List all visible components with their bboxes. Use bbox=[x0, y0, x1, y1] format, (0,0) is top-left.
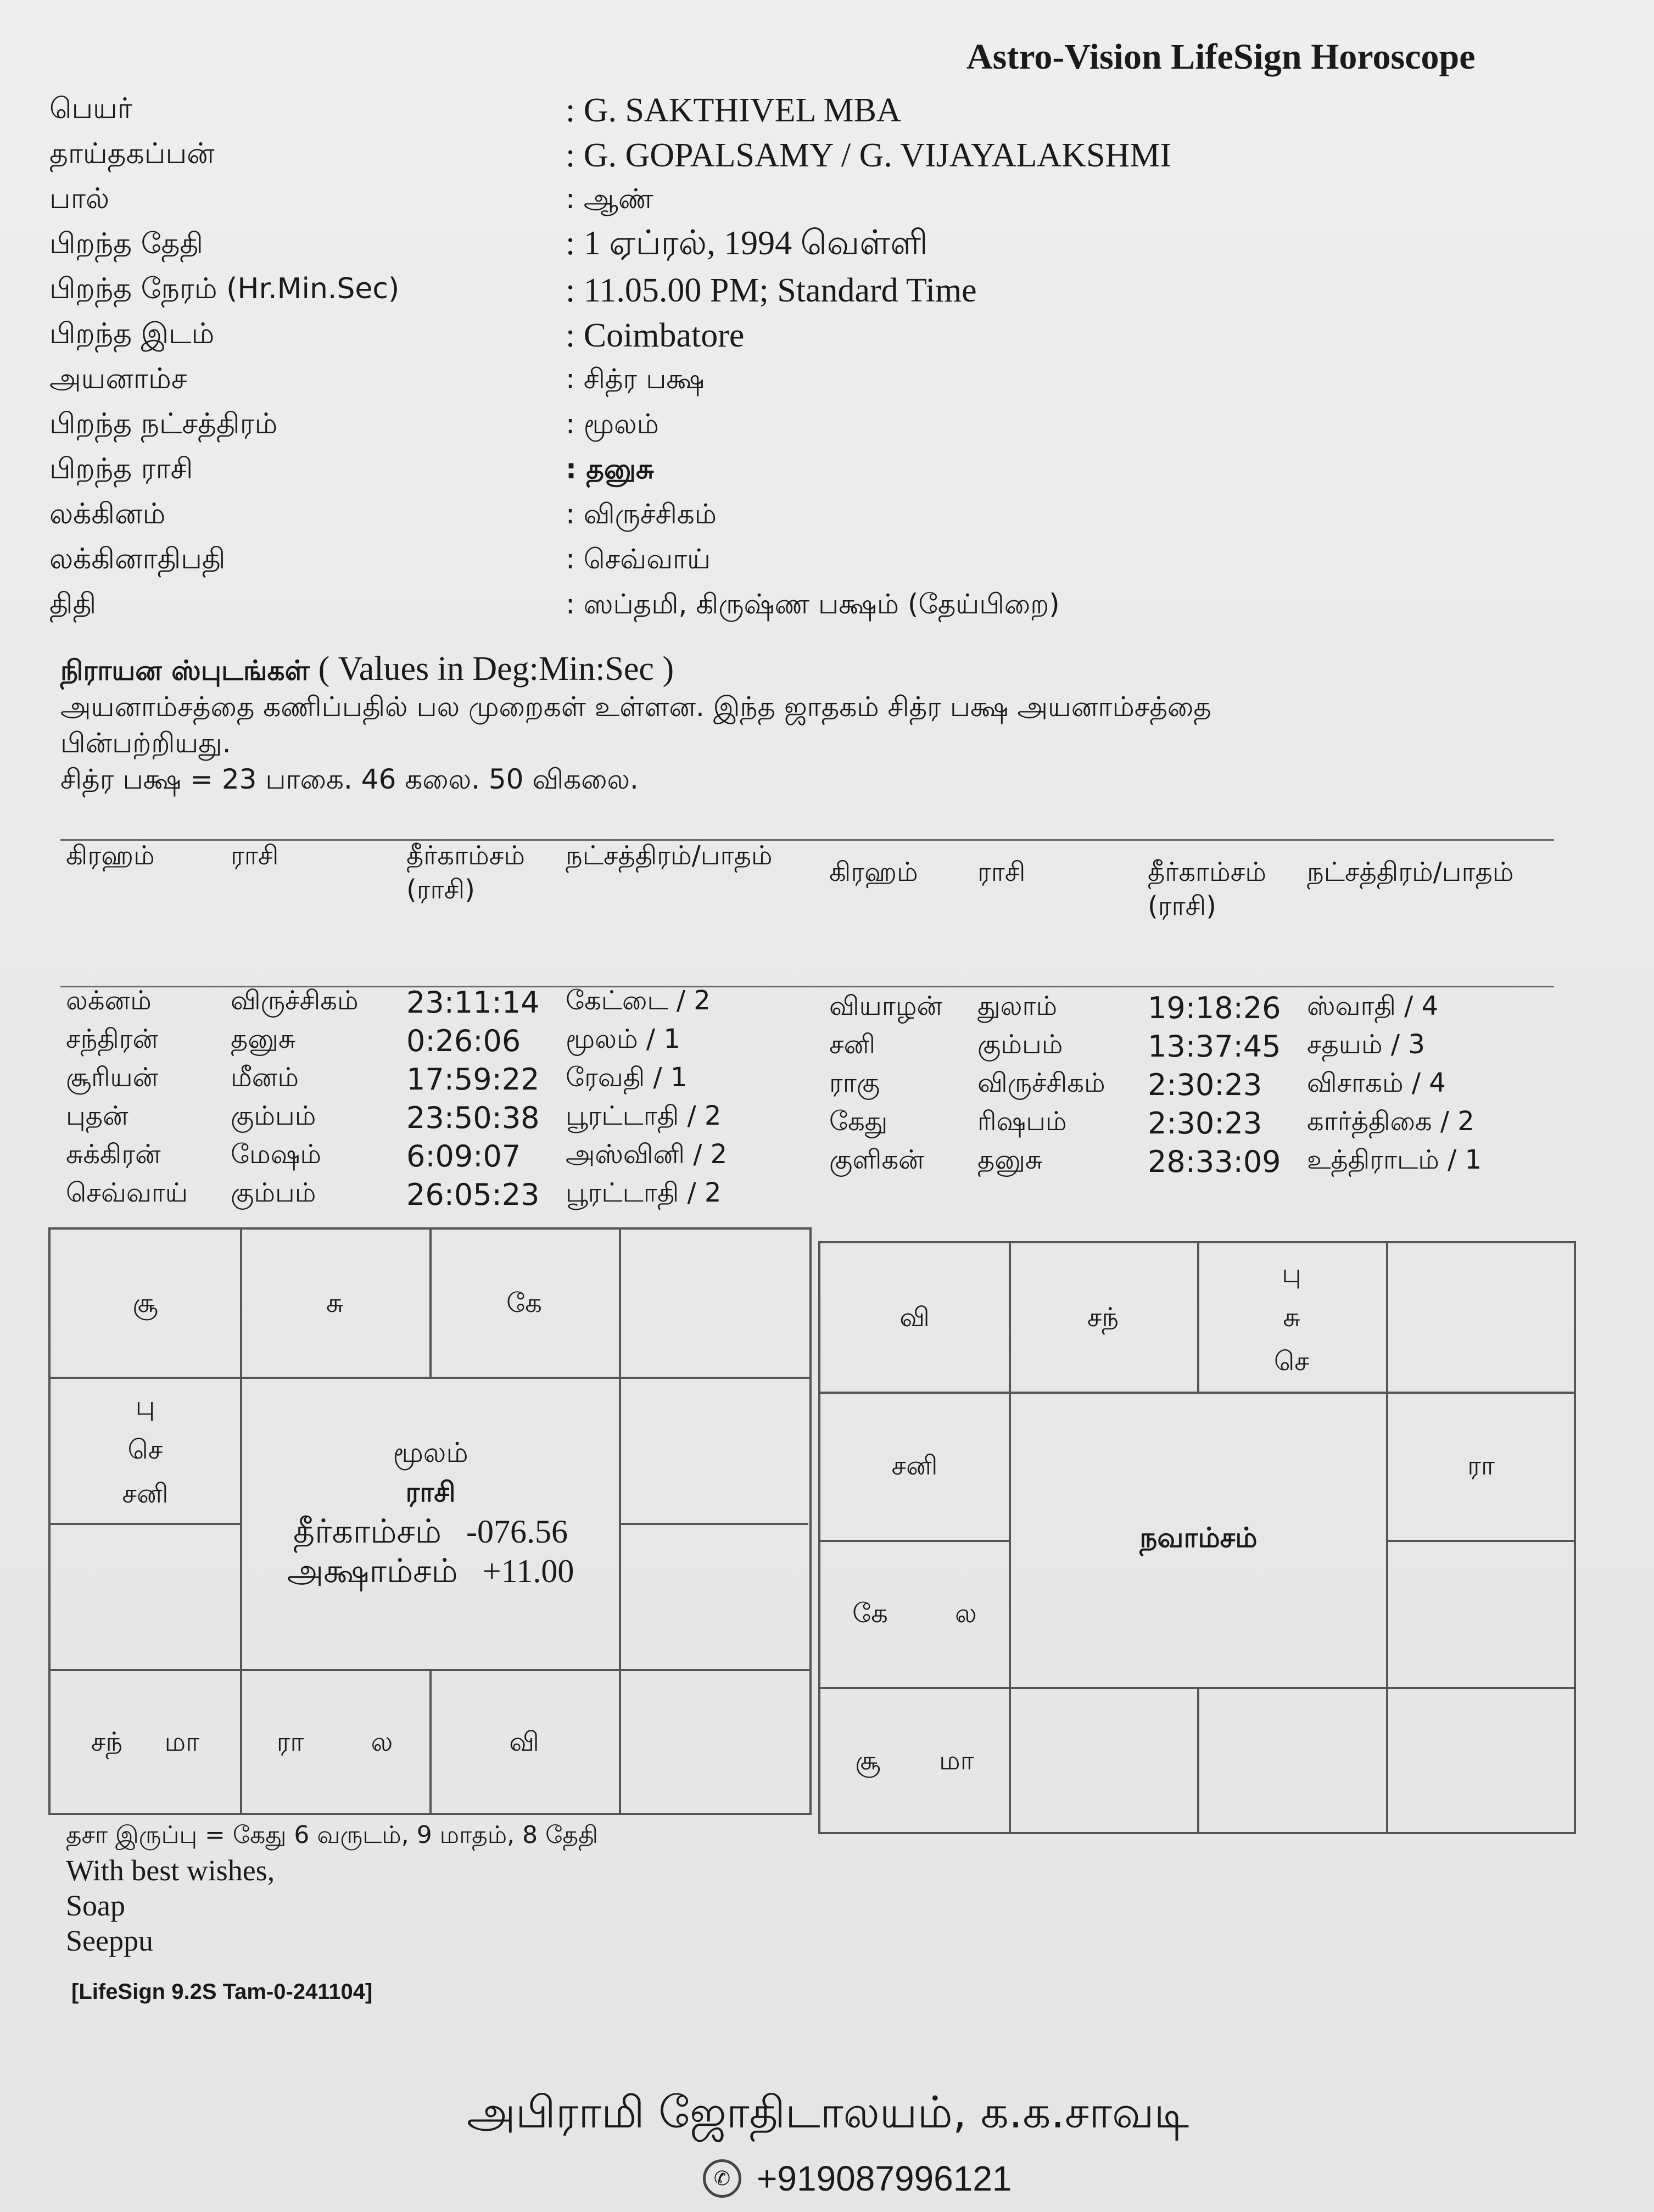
cell-rasi: மீனம் bbox=[231, 1062, 299, 1093]
detail-row bbox=[49, 268, 1367, 313]
table-row bbox=[829, 988, 1560, 1027]
cell-degree: 28:33:09 bbox=[1148, 1144, 1281, 1179]
planet-label: சனி bbox=[122, 1478, 169, 1509]
cell-rasi: தனுசு bbox=[977, 1144, 1043, 1175]
header-degree-line1: தீர்காம்சம் bbox=[406, 840, 525, 871]
house-cell: சு bbox=[326, 1288, 344, 1319]
cell-rasi: ரிஷபம் bbox=[977, 1106, 1067, 1137]
planet-label: செ bbox=[127, 1434, 163, 1465]
cell-graha: செவ்வாய் bbox=[66, 1177, 188, 1208]
sphuta-unit: ( Values in Deg:Min:Sec ) bbox=[318, 650, 674, 688]
planet-label: சு bbox=[1283, 1302, 1300, 1333]
cell-degree: 2:30:23 bbox=[1148, 1067, 1262, 1102]
table-row bbox=[829, 1104, 1560, 1142]
detail-label: தாய்தகப்பன் bbox=[49, 137, 215, 170]
cell-star: பூரட்டாதி / 2 bbox=[566, 1101, 722, 1131]
header-degree-line2: (ராசி) bbox=[406, 874, 475, 905]
detail-label: லக்கினாதிபதி bbox=[49, 542, 226, 576]
table-row bbox=[66, 1137, 829, 1175]
detail-value: : சித்ர பக்ஷ bbox=[566, 362, 705, 395]
cell-degree: 13:37:45 bbox=[1148, 1029, 1281, 1064]
detail-row bbox=[49, 493, 1367, 538]
cell-degree: 19:18:26 bbox=[1148, 990, 1281, 1025]
cell-degree: 26:05:23 bbox=[406, 1177, 540, 1212]
house-cell: சந் bbox=[1087, 1302, 1119, 1333]
cell-star: ரேவதி / 1 bbox=[566, 1062, 688, 1093]
center-longitude: தீர்காம்சம் -076.56 bbox=[293, 1513, 568, 1550]
birth-details bbox=[49, 88, 1367, 628]
detail-row bbox=[49, 133, 1367, 178]
header-rasi: ராசி bbox=[231, 840, 279, 871]
table-row bbox=[66, 1175, 829, 1214]
detail-value: : G. GOPALSAMY / G. VIJAYALAKSHMI bbox=[566, 136, 1171, 174]
planet-table-header bbox=[66, 840, 1560, 928]
header-rasi-2: ராசி bbox=[977, 857, 1026, 887]
detail-label: பிறந்த இடம் bbox=[49, 317, 215, 350]
signature-name-2: Seeppu bbox=[66, 1924, 153, 1957]
house-cell: கே ல bbox=[852, 1598, 977, 1629]
detail-value: : Coimbatore bbox=[566, 316, 745, 354]
detail-label: பால் bbox=[49, 182, 110, 215]
sphuta-title: நிராயன ஸ்புடங்கள் bbox=[60, 655, 310, 686]
detail-value: : ஆண் bbox=[566, 182, 653, 215]
house-cell: வி bbox=[509, 1727, 539, 1757]
planet-rows-right bbox=[829, 988, 1560, 1181]
wishes-text: With best wishes, bbox=[66, 1854, 275, 1887]
cell-graha: சனி bbox=[829, 1029, 875, 1060]
header-graha: கிரஹம் bbox=[66, 840, 155, 871]
cell-degree: 6:09:07 bbox=[406, 1138, 521, 1174]
house-cell: கே bbox=[506, 1288, 542, 1319]
cell-rasi: கும்பம் bbox=[231, 1177, 316, 1208]
cell-degree: 23:50:38 bbox=[406, 1100, 540, 1135]
sphuta-ayanamsa: சித்ர பக்ஷ = 23 பாகை. 46 கலை. 50 விகலை. bbox=[60, 763, 639, 795]
table-row bbox=[66, 1098, 829, 1137]
detail-value: : மூலம் bbox=[566, 407, 659, 440]
cell-star: உத்திராடம் / 1 bbox=[1307, 1144, 1482, 1175]
header-graha-2: கிரஹம் bbox=[829, 857, 918, 887]
center-title: ராசி bbox=[405, 1476, 456, 1508]
cell-degree: 23:11:14 bbox=[406, 985, 540, 1020]
house-cell bbox=[1197, 1243, 1386, 1392]
cell-graha: லக்னம் bbox=[66, 985, 152, 1016]
signature-name-1: Soap bbox=[66, 1889, 125, 1922]
cell-graha: சந்திரன் bbox=[66, 1024, 159, 1054]
grid-line bbox=[51, 1523, 240, 1525]
cell-star: ஸ்வாதி / 4 bbox=[1307, 991, 1439, 1021]
table-row bbox=[829, 1027, 1560, 1065]
sphuta-note-1: அயனாம்சத்தை கணிப்பதில் பல முறைகள் உள்ளன. இந்த ஜாதகம் சித்ர பக்ஷ அயனாம்சத்தை bbox=[60, 691, 1211, 723]
cell-degree: 2:30:23 bbox=[1148, 1105, 1262, 1141]
cell-graha: புதன் bbox=[66, 1101, 128, 1131]
detail-label: பெயர் bbox=[49, 92, 132, 125]
detail-label: பிறந்த நேரம் (Hr.Min.Sec) bbox=[49, 272, 400, 305]
detail-value: : ஸப்தமி, கிருஷ்ண பக்ஷம் (தேய்பிறை) bbox=[566, 588, 1060, 620]
cell-star: அஸ்வினி / 2 bbox=[566, 1139, 728, 1170]
cell-rasi: கும்பம் bbox=[977, 1029, 1063, 1060]
cell-graha: சூரியன் bbox=[66, 1062, 159, 1093]
phone-line bbox=[703, 2158, 1012, 2199]
detail-value: : 1 ஏப்ரல், 1994 வெள்ளி bbox=[566, 224, 928, 262]
house-cell: சூ bbox=[132, 1288, 158, 1319]
center-star: மூலம் bbox=[393, 1437, 468, 1468]
cell-degree: 0:26:06 bbox=[406, 1023, 521, 1058]
phone-number[interactable]: +919087996121 bbox=[757, 2159, 1012, 2198]
cell-star: மூலம் / 1 bbox=[566, 1024, 680, 1054]
cell-rasi: துலாம் bbox=[977, 991, 1058, 1021]
cell-degree: 17:59:22 bbox=[406, 1062, 540, 1097]
rasi-chart bbox=[48, 1227, 812, 1815]
house-cell: சனி bbox=[891, 1450, 938, 1481]
detail-row bbox=[49, 583, 1367, 628]
cell-graha: சுக்கிரன் bbox=[66, 1139, 161, 1170]
table-row bbox=[829, 1142, 1560, 1181]
house-cell: ரா ல bbox=[276, 1727, 393, 1757]
cell-graha: ராகு bbox=[829, 1068, 880, 1098]
planet-rows-left bbox=[66, 983, 829, 1214]
cell-star: விசாகம் / 4 bbox=[1307, 1068, 1446, 1098]
detail-row bbox=[49, 358, 1367, 403]
cell-rasi: தனுசு bbox=[231, 1024, 296, 1054]
detail-row bbox=[49, 403, 1367, 448]
page-title: Astro-Vision LifeSign Horoscope bbox=[966, 37, 1476, 77]
header-degree bbox=[406, 840, 566, 928]
detail-value: : செவ்வாய் bbox=[566, 543, 711, 575]
house-cell: சந் மா bbox=[91, 1727, 200, 1757]
house-cell: ரா bbox=[1467, 1450, 1495, 1481]
sphuta-section bbox=[60, 651, 1543, 797]
table-row bbox=[66, 1060, 829, 1098]
header-star-2: நட்சத்திரம்/பாதம் bbox=[1307, 857, 1514, 887]
detail-row bbox=[49, 178, 1367, 223]
detail-row bbox=[49, 313, 1367, 358]
detail-label: பிறந்த ராசி bbox=[49, 452, 193, 485]
cell-star: பூரட்டாதி / 2 bbox=[566, 1177, 722, 1208]
footer-block bbox=[66, 1818, 598, 1958]
cell-star: சதயம் / 3 bbox=[1307, 1029, 1425, 1060]
grid-line bbox=[619, 1230, 621, 1813]
cell-rasi: விருச்சிகம் bbox=[231, 985, 359, 1016]
header-degree-line1: தீர்காம்சம் bbox=[1148, 857, 1266, 887]
grid-line bbox=[619, 1523, 808, 1525]
whatsapp-icon: ✆ bbox=[703, 2159, 741, 2198]
cell-rasi: விருச்சிகம் bbox=[977, 1068, 1105, 1098]
planet-label: பு bbox=[135, 1390, 155, 1421]
detail-label: லக்கினம் bbox=[49, 497, 166, 530]
sphuta-note-2: பின்பற்றியது. bbox=[60, 727, 231, 759]
detail-row bbox=[49, 88, 1367, 133]
planet-label: பு bbox=[1282, 1258, 1301, 1289]
cell-star: கேட்டை / 2 bbox=[566, 985, 711, 1016]
cell-star: கார்த்திகை / 2 bbox=[1307, 1106, 1474, 1137]
detail-row bbox=[49, 223, 1367, 268]
cell-graha: கேது bbox=[829, 1106, 888, 1137]
planet-label: செ bbox=[1274, 1346, 1309, 1377]
header-star: நட்சத்திரம்/பாதம் bbox=[566, 840, 773, 871]
detail-value: : G. SAKTHIVEL MBA bbox=[566, 91, 901, 129]
software-version: [LifeSign 9.2S Tam-0-241104] bbox=[71, 1980, 373, 2004]
cell-graha: குளிகன் bbox=[829, 1144, 924, 1175]
house-cell bbox=[51, 1377, 240, 1523]
center-latitude: அக்ஷாம்சம் +11.00 bbox=[287, 1553, 574, 1589]
cell-graha: வியாழன் bbox=[829, 991, 943, 1021]
detail-value: : விருச்சிகம் bbox=[566, 498, 717, 530]
navamsa-center: நவாம்சம் bbox=[1139, 1522, 1258, 1554]
detail-label: பிறந்த நட்சத்திரம் bbox=[49, 407, 278, 440]
header-degree-2 bbox=[1148, 840, 1307, 928]
table-row bbox=[829, 1065, 1560, 1104]
astrologer-name: அபிராமி ஜோதிடாலயம், க.க.சாவடி bbox=[467, 2087, 1189, 2138]
detail-row bbox=[49, 538, 1367, 583]
planet-table bbox=[66, 840, 1560, 1212]
rasi-center bbox=[242, 1433, 619, 1591]
navamsa-chart bbox=[818, 1241, 1576, 1834]
dasa-balance: தசா இருப்பு = கேது 6 வருடம், 9 மாதம், 8 தேதி bbox=[66, 1821, 599, 1849]
grid-line bbox=[1386, 1540, 1576, 1542]
detail-label: பிறந்த தேதி bbox=[49, 227, 203, 260]
table-row bbox=[66, 1021, 829, 1060]
sphuta-heading bbox=[60, 651, 1543, 689]
header-degree-line2: (ராசி) bbox=[1148, 891, 1216, 921]
cell-rasi: கும்பம் bbox=[231, 1101, 316, 1131]
house-cell: வி bbox=[899, 1302, 930, 1333]
detail-label: திதி bbox=[49, 587, 97, 621]
detail-value: : 11.05.00 PM; Standard Time bbox=[566, 271, 977, 309]
house-cell: சூ மா bbox=[855, 1745, 974, 1776]
grid-line bbox=[1197, 1687, 1199, 1834]
cell-rasi: மேஷம் bbox=[231, 1139, 322, 1170]
table-row bbox=[66, 983, 829, 1021]
detail-value: : தனுசு bbox=[566, 453, 654, 485]
detail-row bbox=[49, 448, 1367, 493]
detail-label: அயனாம்ச bbox=[49, 362, 187, 395]
